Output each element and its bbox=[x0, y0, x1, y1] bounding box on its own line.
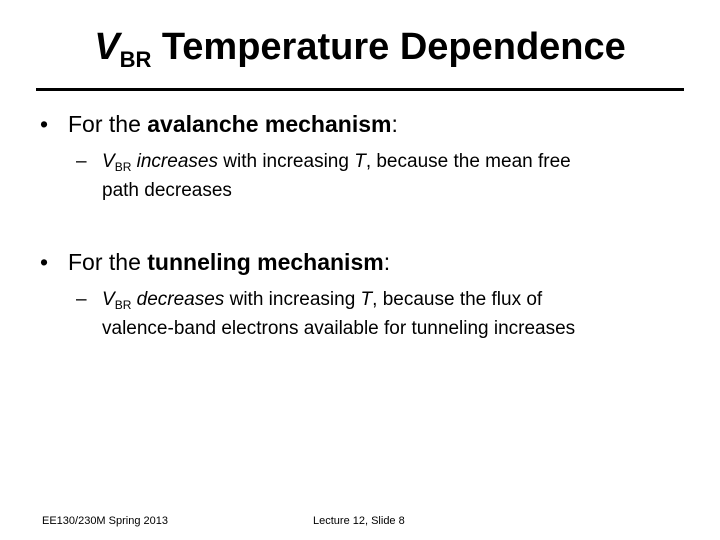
bullet-prefix: For the bbox=[68, 111, 148, 137]
title-subscript: BR bbox=[119, 47, 152, 72]
bullet-avalanche bbox=[40, 110, 398, 138]
text-run: with increasing bbox=[224, 289, 361, 310]
footer-slide-number: Lecture 12, Slide 8 bbox=[313, 515, 405, 527]
symbol-v: V bbox=[102, 289, 115, 310]
symbol-v: V bbox=[102, 151, 115, 172]
bullet-prefix: For the bbox=[68, 249, 148, 275]
bullet-tunneling bbox=[40, 248, 390, 276]
text-run-tail: , because the mean free bbox=[365, 151, 571, 172]
bullet-suffix: : bbox=[391, 111, 398, 137]
subitem-text bbox=[102, 288, 682, 341]
text-run: with increasing bbox=[217, 151, 355, 172]
title-divider bbox=[36, 88, 684, 91]
bullet-suffix: : bbox=[383, 249, 391, 275]
bullet-marker: • bbox=[40, 111, 49, 137]
text-line2: valence-band electrons available for tunneling increases bbox=[102, 318, 576, 339]
dash-marker: – bbox=[76, 151, 87, 172]
subitem-text bbox=[102, 150, 682, 203]
title-symbol: V bbox=[94, 26, 120, 68]
footer-course: EE130/230M Spring 2013 bbox=[42, 515, 168, 527]
title-text: Temperature Dependence bbox=[151, 26, 626, 68]
text-run-tail: , because the flux of bbox=[372, 289, 543, 310]
text-line2: path decreases bbox=[102, 180, 232, 201]
bullet-marker: • bbox=[40, 249, 49, 275]
dash-marker: – bbox=[76, 289, 87, 310]
bullet-bold-term: avalanche mechanism bbox=[147, 111, 392, 137]
italic-verb: decreases bbox=[131, 289, 225, 310]
italic-verb: increases bbox=[131, 151, 218, 172]
symbol-subscript: BR bbox=[114, 160, 132, 174]
slide-title bbox=[0, 24, 720, 83]
symbol-subscript: BR bbox=[114, 298, 132, 312]
bullet-bold-term: tunneling mechanism bbox=[147, 249, 384, 275]
symbol-t: T bbox=[354, 151, 366, 172]
symbol-t: T bbox=[360, 289, 373, 310]
